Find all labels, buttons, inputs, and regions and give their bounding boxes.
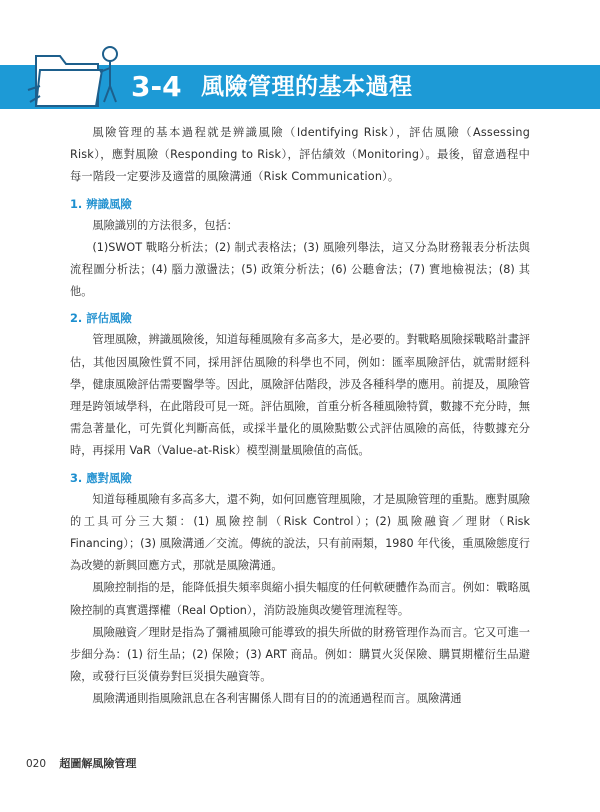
paragraph: 知道每種風險有多高多大，還不夠，如何回應管理風險，才是風險管理的重點。應對風險的工具可分三大類：(1) 風險控制（Risk Control）；(2) 風險融資／理財（Risk Financing）；(3) 風險溝通／交流。傳統的說法，只有前兩類，1980 年代後，重風險態度行為改變的新興回應方式，那就是風險溝通。	[70, 492, 530, 573]
book-title: 超圖解風險管理	[59, 757, 137, 770]
intro-paragraph: 風險管理的基本過程就是辨識風險（Identifying Risk），評估風險（Assessing Risk），應對風險（Responding to Risk），評估績效（Monitoring）。最後，留意過程中每一階段一定要涉及適當的風險溝通（Risk Communication）。	[70, 126, 530, 184]
page-number: 020	[26, 758, 47, 770]
paragraph: 風險識別的方法很多，包括：	[92, 218, 238, 232]
heading-respond-risk: 3. 應對風險	[70, 470, 132, 485]
paragraph: (1)SWOT 戰略分析法；(2) 制式表格法；(3) 風險列舉法，這又分為財務報表分析法與流程圖分析法；(4) 腦力激盪法；(5) 政策分析法；(6) 公聽會法；(7) 實地檢視法；(8) 其他。	[70, 240, 530, 299]
paragraph: 風險溝通則指風險訊息在各利害關係人間有目的的流通過程而言。風險溝通	[92, 692, 462, 706]
section-number: 3-4	[131, 70, 182, 103]
heading-assess-risk: 2. 評估風險	[70, 311, 132, 326]
folder-mascot-icon	[26, 42, 122, 122]
section-title: 風險管理的基本過程	[201, 74, 413, 100]
paragraph: 風險控制指的是，能降低損失頻率與縮小損失幅度的任何軟硬體作為而言。例如：戰略風險控制的真實選擇權（Real Option），消防設施與改變管理流程等。	[70, 581, 530, 617]
page-footer	[26, 755, 136, 773]
paragraph: 風險融資／理財是指為了彌補風險可能導致的損失所做的財務管理作為而言。它又可進一步細分為：(1) 衍生品；(2) 保險；(3) ART 商品。例如：購買火災保險、購買期權衍生品避險，或發行巨災債券對巨災損失融資等。	[70, 625, 530, 684]
paragraph: 管理風險，辨識風險後，知道每種風險有多高多大，是必要的。對戰略風險採戰略計畫評估，其他因風險性質不同，採用評估風險的科學也不同，例如：匯率風險評估，就需財經科學，健康風險評估需要醫學等。因此，風險評估階段，涉及各種科學的應用。前提及，風險管理是跨領域學科，在此階段可見一斑。評估風險，首重分析各種風險特質，數據不充分時，無需急著量化，可先質化判斷高低，或採半量化的風險點數公式評估風險的高低，待數據充分時，再採用 VaR（Value-at-Risk）模型測量風險值的高低。	[70, 333, 530, 458]
heading-identify-risk: 1. 辨識風險	[70, 196, 132, 211]
body-text	[70, 118, 530, 711]
